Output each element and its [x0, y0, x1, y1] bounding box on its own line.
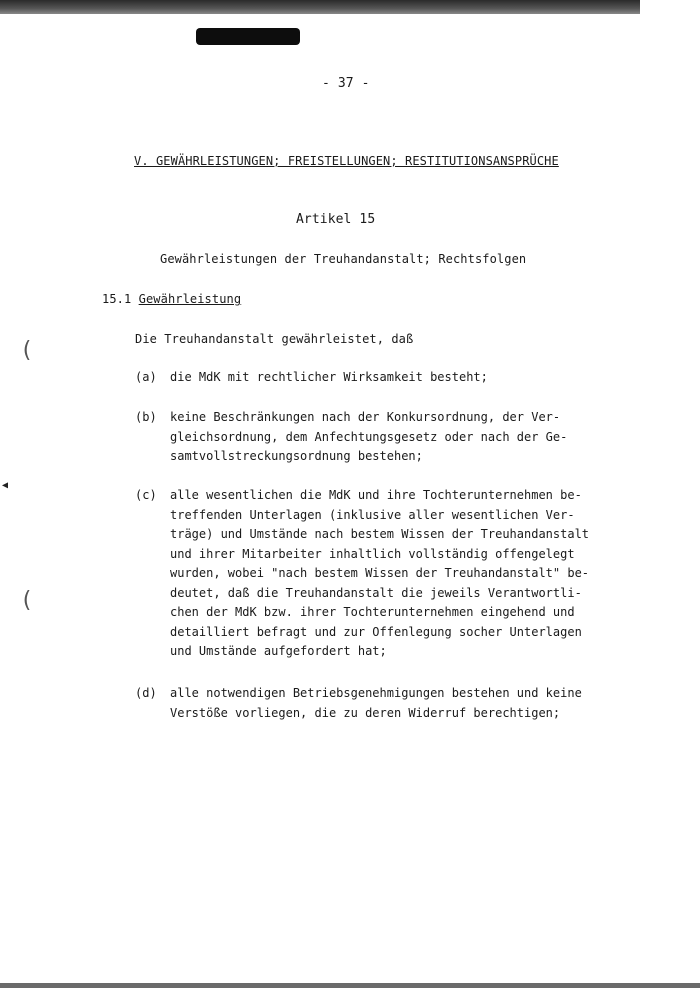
subsection-number: 15.1 — [102, 292, 132, 306]
item-label: (c) — [135, 488, 157, 502]
article-subtitle: Gewährleistungen der Treuhandanstalt; Rechtsfolgen — [160, 252, 527, 266]
list-item — [170, 684, 582, 723]
page-marker-icon: ◀ — [2, 480, 9, 491]
item-label: (b) — [135, 410, 157, 424]
item-line: und Umstände aufgefordert hat; — [170, 644, 387, 658]
item-line: gleichsordnung, dem Anfechtungsgesetz oder nach der Ge- — [170, 429, 568, 444]
item-line: treffenden Unterlagen (inklusive aller wesentlichen Ver- — [170, 507, 575, 522]
item-line: samtvollstreckungsordnung bestehen; — [170, 449, 423, 463]
subsection-heading — [102, 290, 241, 310]
list-item — [170, 368, 488, 388]
section-heading: V. GEWÄHRLEISTUNGEN; FREISTELLUNGEN; RESTITUTIONSANSPRÜCHE — [134, 154, 559, 168]
redaction-mark — [196, 28, 300, 45]
item-line: Verstöße vorliegen, die zu deren Widerruf berechtigen; — [170, 705, 561, 720]
punch-hole-icon: ( — [20, 338, 34, 363]
item-label: (a) — [135, 370, 157, 384]
item-line: und ihrer Mitarbeiter inhaltlich vollständig offengelegt — [170, 546, 575, 561]
item-line: träge) und Umstände nach bestem Wissen der Treuhandanstalt — [170, 527, 590, 541]
page-number: - 37 - — [322, 76, 370, 91]
scan-top-edge — [0, 0, 640, 14]
list-item — [170, 486, 589, 662]
subsection-title: Gewährleistung — [138, 292, 242, 306]
item-line: chen der MdK bzw. ihrer Tochterunternehmen eingehend und — [170, 605, 575, 619]
intro-text: Die Treuhandanstalt gewährleistet, daß — [135, 332, 414, 346]
list-item — [170, 408, 567, 467]
punch-hole-icon: ( — [20, 588, 34, 613]
item-line: alle notwendigen Betriebsgenehmigungen bestehen und keine — [170, 686, 582, 700]
item-line: alle wesentlichen die MdK und ihre Tochterunternehmen be- — [170, 488, 582, 502]
item-line: detailliert befragt und zur Offenlegung socher Unterlagen — [170, 624, 582, 639]
item-line: wurden, wobei "nach bestem Wissen der Treuhandanstalt" be- — [170, 566, 590, 580]
item-label: (d) — [135, 686, 157, 700]
scan-bottom-edge — [0, 983, 700, 988]
item-line: die MdK mit rechtlicher Wirksamkeit besteht; — [170, 370, 488, 384]
item-line: keine Beschränkungen nach der Konkursordnung, der Ver- — [170, 410, 561, 424]
item-line: deutet, daß die Treuhandanstalt die jeweils Verantwortli- — [170, 585, 582, 600]
article-title: Artikel 15 — [296, 212, 376, 227]
